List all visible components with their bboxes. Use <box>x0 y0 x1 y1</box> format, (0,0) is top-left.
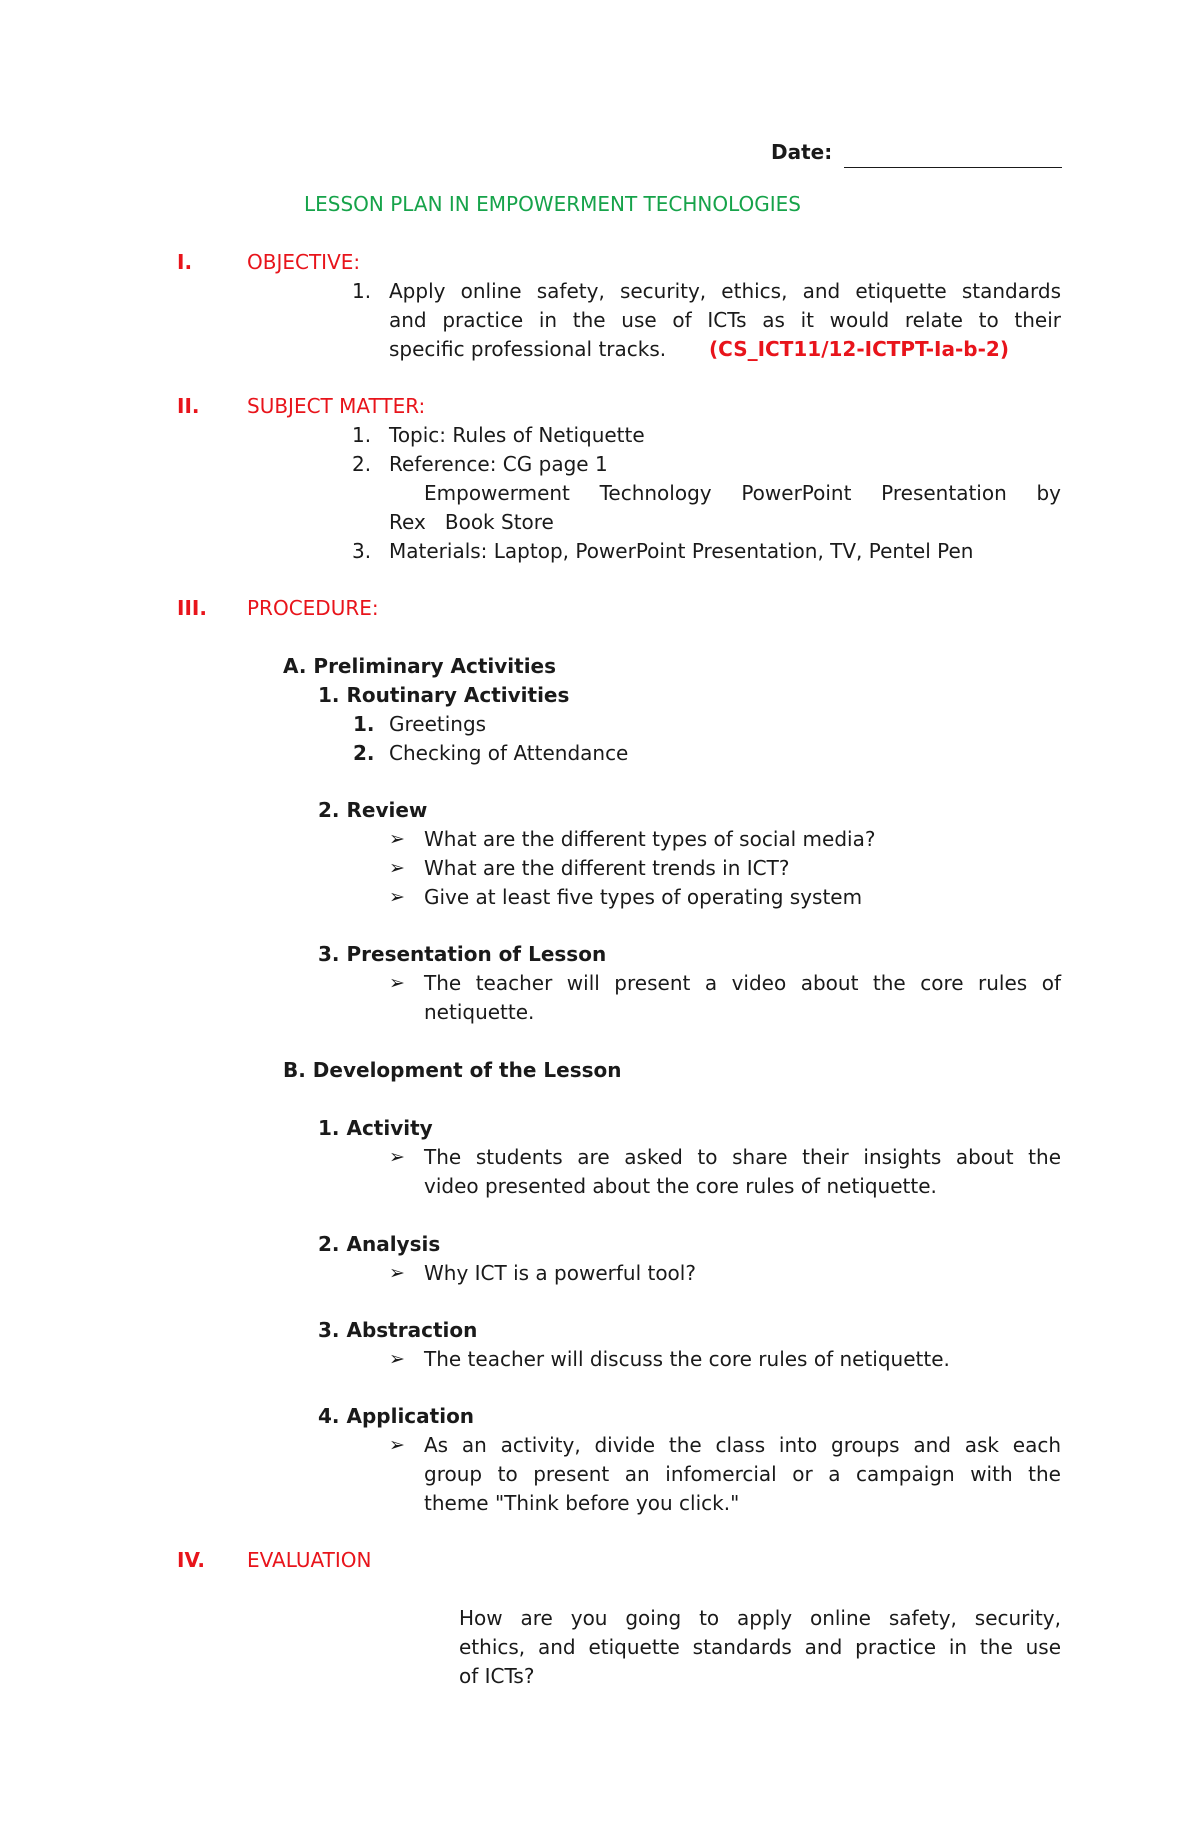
arrowhead-bullet-icon: ➢ <box>389 1348 405 1370</box>
review-question-1: What are the different types of social media? <box>424 827 876 851</box>
abstraction-label: 3. Abstraction <box>318 1318 478 1342</box>
application-label: 4. Application <box>318 1404 475 1428</box>
subject-item-materials: Materials: Laptop, PowerPoint Presentation, TV, Pentel Pen <box>389 539 974 563</box>
procedure-numeral: III. <box>177 596 207 620</box>
preliminary-activities-label: A. Preliminary Activities <box>283 654 557 678</box>
activity-line-2: video presented about the core rules of netiquette. <box>424 1174 937 1198</box>
application-line-2: group to present an infomercial or a campaign with the <box>424 1462 1061 1486</box>
review-label: 2. Review <box>318 798 428 822</box>
evaluation-numeral: IV. <box>177 1548 205 1572</box>
arrowhead-bullet-icon: ➢ <box>389 1146 405 1168</box>
date-blank-line <box>844 167 1062 168</box>
review-question-2: What are the different trends in ICT? <box>424 856 790 880</box>
routinary-item-attendance: Checking of Attendance <box>389 741 629 765</box>
competency-code: (CS_ICT11/12-ICTPT-Ia-b-2) <box>709 337 1009 361</box>
arrowhead-bullet-icon: ➢ <box>389 1434 405 1456</box>
evaluation-line-2: ethics, and etiquette standards and practice in the use <box>459 1635 1061 1659</box>
evaluation-heading: EVALUATION <box>247 1548 372 1572</box>
objective-heading: OBJECTIVE: <box>247 250 361 274</box>
application-line-3: theme "Think before you click." <box>424 1491 740 1515</box>
evaluation-line-3: of ICTs? <box>459 1664 535 1688</box>
presentation-line-2: netiquette. <box>424 1000 535 1024</box>
objective-item-number: 1. <box>352 279 372 303</box>
subject-item-reference: Reference: CG page 1 <box>389 452 608 476</box>
arrowhead-bullet-icon: ➢ <box>389 886 405 908</box>
objective-numeral: I. <box>177 250 193 274</box>
subject-matter-heading: SUBJECT MATTER: <box>247 394 426 418</box>
activity-line-1: The students are asked to share their insights about the <box>424 1145 1061 1169</box>
arrowhead-bullet-icon: ➢ <box>389 828 405 850</box>
arrowhead-bullet-icon: ➢ <box>389 972 405 994</box>
development-of-lesson-label: B. Development of the Lesson <box>283 1058 622 1082</box>
subject-item-topic: Topic: Rules of Netiquette <box>389 423 645 447</box>
analysis-question: Why ICT is a powerful tool? <box>424 1261 696 1285</box>
activity-label: 1. Activity <box>318 1116 433 1140</box>
subject-matter-numeral: II. <box>177 394 200 418</box>
review-question-3: Give at least five types of operating system <box>424 885 863 909</box>
evaluation-line-1: How are you going to apply online safety, security, <box>459 1606 1061 1630</box>
page-title: LESSON PLAN IN EMPOWERMENT TECHNOLOGIES <box>304 192 802 216</box>
subject-item-number: 1. <box>352 423 372 447</box>
abstraction-text: The teacher will discuss the core rules of netiquette. <box>424 1347 950 1371</box>
objective-line-1: Apply online safety, security, ethics, and etiquette standards <box>389 279 1061 303</box>
objective-line-2: and practice in the use of ICTs as it would relate to their <box>389 308 1061 332</box>
presentation-line-1: The teacher will present a video about the core rules of <box>424 971 1061 995</box>
date-label: Date: <box>771 140 833 164</box>
objective-line-3: specific professional tracks. <box>389 337 667 361</box>
arrowhead-bullet-icon: ➢ <box>389 857 405 879</box>
presentation-of-lesson-label: 3. Presentation of Lesson <box>318 942 607 966</box>
routinary-item-number: 2. <box>353 741 375 765</box>
reference-line-1: Empowerment Technology PowerPoint Presentation by <box>424 481 1061 505</box>
arrowhead-bullet-icon: ➢ <box>389 1262 405 1284</box>
subject-item-number: 2. <box>352 452 372 476</box>
analysis-label: 2. Analysis <box>318 1232 441 1256</box>
routinary-activities-label: 1. Routinary Activities <box>318 683 570 707</box>
application-line-1: As an activity, divide the class into groups and ask each <box>424 1433 1061 1457</box>
subject-item-number: 3. <box>352 539 372 563</box>
routinary-item-number: 1. <box>353 712 375 736</box>
procedure-heading: PROCEDURE: <box>247 596 379 620</box>
routinary-item-greetings: Greetings <box>389 712 487 736</box>
reference-line-2: Rex Book Store <box>389 510 554 534</box>
